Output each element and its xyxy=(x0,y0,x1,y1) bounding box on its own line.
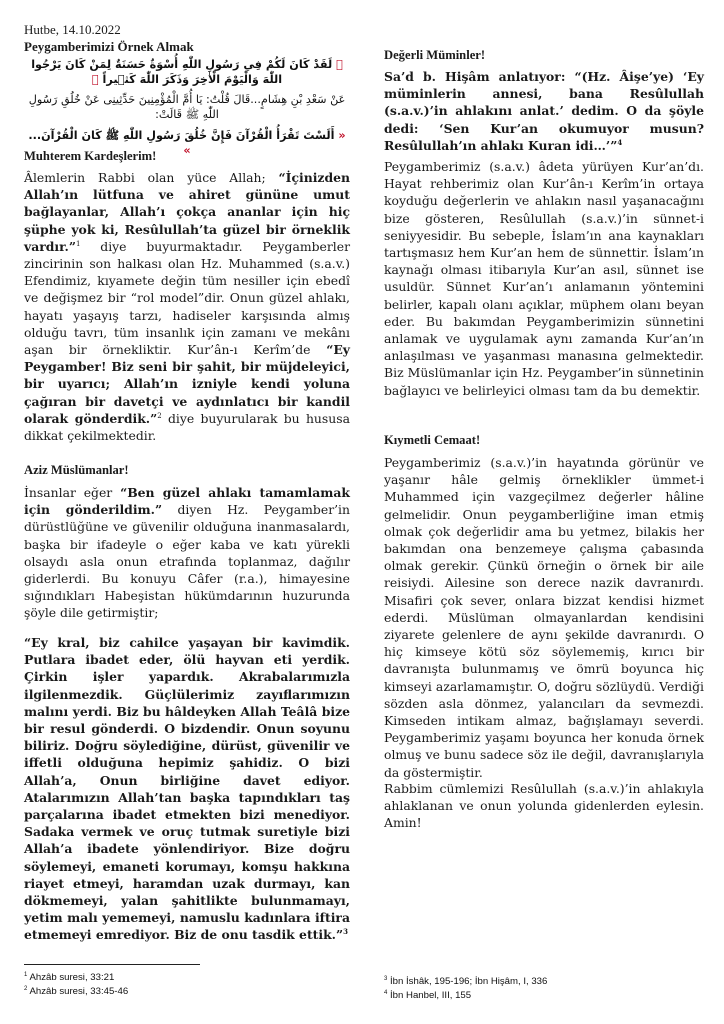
arabic-hadith-intro: عَنْ سَعْدِ بْنِ هِشَامٍ...قَالَ قُلْتُ: يَا أُمَّ الْمُؤْمِنِينَ حَدِّثِينِى عَنْ خُلُقِ رَسُولِ اللّٰهِ ﷺ قَالَتْ: xyxy=(28,93,346,121)
verse-text: لَقَدْ كَانَ لَكُمْ فِي رَسُولِ اللّٰهِ أُسْوَةٌ حَسَنَةٌ لِمَنْ كَانَ يَرْجُوا اللّٰهَ وَالْيَوْمَ الْاٰخِرَ وَذَكَرَ اللّٰهَ كَث۪يراً xyxy=(31,58,333,86)
section2-paragraph-1 xyxy=(24,484,350,622)
hadith-narration: Sa’d b. Hişâm anlatıyor: “(Hz. Âişe’ye) ‘Ey müminlerin annesi, bana Resûlullah (s.a.v.)’in ahlakını anlat.’ dedim. O da şöyle dedi: ‘Sen Kur’an okumuyor musun? Resûlullah’ın ahlakı Kuran idi…’” xyxy=(384,69,704,153)
section3-paragraph-2: Peygamberimiz (s.a.v.) âdeta yürüyen Kur’an’dı. Hayat rehberimiz olan Kur’ân-ı Kerîm’in ortaya koyduğu değerlerin ve ahlakın nasıl yaşanacağını bize gösteren, Resûlullah (s.a.v.)’in sünnet-i seniyyesidir. Bu sebeple, İslam’ın ana kaynakları tartışmasız hem Kur’an hem de sünnettir. İslam’ın kaynağı olması itibarıyla Kur’an asıl, sünnet ise usuldür. Sünnet Kur’an’ı anlamanın yöntemini belirler, kapalı olanı açıklar, müphem olanı beyan eder. Bu bakımdan Peygamberimizin sünnetini anlamak ve uygulamak aynı zamanda Kur’an’ın anlaşılması ve yaşanması manasına gelmektedir. Biz Müslümanlar için Hz. Peygamber’in sünnetinin bağlayıcı ve belirleyici olması tam da bu demektir. xyxy=(384,159,704,398)
footnote-number: 2 xyxy=(24,986,28,992)
sermon-date: Hutbe, 14.10.2022 xyxy=(24,22,121,37)
section-heading-degerli: Değerli Müminler! xyxy=(384,48,486,62)
hadith-quote-close: » xyxy=(183,144,191,157)
footnote-ref: 2 xyxy=(157,411,162,420)
hadith-text: أَلَسْتَ تَقْرَأُ الْقُرْآنَ فَإِنَّ خُلُقَ رَسُولِ اللّٰهِ ﷺ كَانَ الْقُرْآنَ... xyxy=(28,129,335,142)
footnote-number: 3 xyxy=(384,976,388,982)
sermon-title: Peygamberimizi Örnek Almak xyxy=(24,39,194,54)
text: diye buyurmaktadır. Peygamberler zincirinin son halkası olan Hz. Muhammed (s.a.v.) Efendimiz, kıyamete değin tüm nesiller için ebedî ve değişmez bir “rol model”dir. Onun güzel ahlakı, hayatı yaşayış tarzı, hadiseler karşısında almış olduğu tavrı, tüm insanlık için zamanı ve mekânı aşan bir örnekliktir. Kur’ân-ı Kerîm’de xyxy=(24,238,350,358)
text: Âlemlerin Rabbi olan yüce Allah; xyxy=(24,170,279,185)
text: diyen Hz. Peygamber’in dürüstlüğüne ve güvenilir olduğuna inanmasalardı, başka bir ifadeyle o eğer kaba ve katı yürekli olsaydı asla onun etrafında toplanmaz, dağılır giderlerdi. Bu konuyu Câfer (r.a.), himayesine sığındıkları Habeşistan hükümdarının huzurunda şöyle dile getirmiştir; xyxy=(24,502,350,621)
footnote-ref: 1 xyxy=(75,239,81,248)
verse-bracket-close: ﴾ xyxy=(91,73,99,86)
footnote-2 xyxy=(24,985,128,999)
hadith-quote: “Ben güzel ahlakı tamamlamak için gönderildim.” xyxy=(24,485,350,518)
footnote-text: Ahzâb suresi, 33:45-46 xyxy=(29,986,129,997)
text: İnsanlar eğer xyxy=(24,485,121,500)
section2-paragraph-2 xyxy=(24,634,350,944)
footnote-ref: 4 xyxy=(617,137,623,147)
quran-quote: “Ey Peygamber! Biz seni bir şahit, bir müjdeleyici, bir uyarıcı; Allah’ın izniyle kendi yoluna çağıran bir davetçi ve aydınlatıcı bir kandil olarak gönderdik.” xyxy=(24,342,350,426)
section1-paragraph xyxy=(24,169,350,444)
footnote-1 xyxy=(24,971,128,985)
section-heading-aziz: Aziz Müslümanlar! xyxy=(24,463,129,477)
footnote-3 xyxy=(384,975,547,989)
footnote-4 xyxy=(384,989,547,1003)
arabic-verse xyxy=(24,57,350,87)
footnote-text: İbn Hanbel, III, 155 xyxy=(390,990,472,1001)
footnote-text: Ahzâb suresi, 33:21 xyxy=(29,972,115,983)
section4-paragraph-2: Rabbim cümlemizi Resûlullah (s.a.v.)’in ahlakıyla ahlaklanan ve onun yolunda gidenlerden eylesin. Amin! xyxy=(384,781,704,831)
section4-paragraph-1: Peygamberimiz (s.a.v.)’in hayatında görünür ve yaşanır hâle gelmiş örneklikler ümmet-i Muhammed için vazgeçilmez değerler hâline gelmelidir. Onun peygamberliğine iman etmiş olmak çok değerlidir ama bu yetmez, bilakis her bakımdan ona benzemeye çalışma çabasında olmak gerekir. Çünkü örneğin o örnek bir aile reisiydi. Ailesine son derece nazik davranırdı. Misafiri çok sever, onlara bizzat kendisi hizmet ederdi. Müslüman olmayanlardan kendisini ziyarete gelenlere de aynı şekilde davranırdı. O hiç kimseye kötü söz söylememiş, kırıcı bir davranışta bulunmamış ve ömrü boyunca hiç kimseyi azarlamamıştır. O, doğru sözlüydü. Verdiği sözden asla dönmez, yalancıları da sevmezdi. Kimseden intikam almaz, bağışlamayı severdi. Peygamberimiz yaşamı boyunca her konuda örnek olmuş ve bunu sadece söz ile değil, davranışlarıyla da göstermiştir. xyxy=(384,455,704,780)
text: diye buyurularak bu hususa dikkat çekilmektedir. xyxy=(24,410,350,444)
verse-bracket-open: ﴿ xyxy=(336,58,343,71)
footnotes-left xyxy=(24,971,128,999)
footnotes-right xyxy=(384,975,547,1003)
section-heading-muhterem: Muhterem Kardeşlerim! xyxy=(24,149,157,163)
section3-paragraph-1 xyxy=(384,68,704,154)
footnote-number: 1 xyxy=(24,972,28,978)
footnote-divider xyxy=(24,964,200,965)
footnote-text: İbn İshâk, 195-196; İbn Hişâm, I, 336 xyxy=(390,976,548,987)
section-heading-kiymetli: Kıymetli Cemaat! xyxy=(384,433,481,447)
cafer-speech: “Ey kral, biz cahilce yaşayan bir kavimdik. Putlara ibadet eder, ölü hayvan eti yerdik. Çirkin işler yapardık. Akrabalarımızla ilgilenmezdik. Güçlülerimiz zayıflarımızın malını yerdi. Biz bu hâldeyken Allah Teâlâ bize bir resul gönderdi. O bizdendir. Onun soyunu biliriz. Doğru söylediğine, dürüst, güvenilir ve iffetli olduğuna hepimiz şahidiz. O bizi Allah’a, Onun birliğine davet ediyor. Atalarımızın Allah’tan başka tapındıkları taş parçalarına ibadet etmekten bizi menediyor. Sadaka vermek ve oruç tutmak suretiyle bizi Allah’a ibadete yönlendiriyor. Bize doğru söylemeyi, emaneti korumayı, komşu hakkına riayet etmeyi, haramdan uzak durmayı, kan dökmemeyi, yalan şahitlikte bulunmamayı, yetim malı yememeyi, namuslu kadınlara iftira etmemeyi emrediyor. Biz de onu tasdik ettik.” xyxy=(24,635,350,943)
hadith-quote-open: « xyxy=(338,129,346,142)
footnote-number: 4 xyxy=(384,990,388,996)
footnote-ref: 3 xyxy=(343,927,348,937)
quran-quote: “İçinizden Allah’ın lütfuna ve ahiret gününe umut bağlayanlar, Allah’ı çokça ananlar için hiç şüphe yok ki, Resûlullah’ta güzel bir örneklik vardır.” xyxy=(24,170,350,254)
